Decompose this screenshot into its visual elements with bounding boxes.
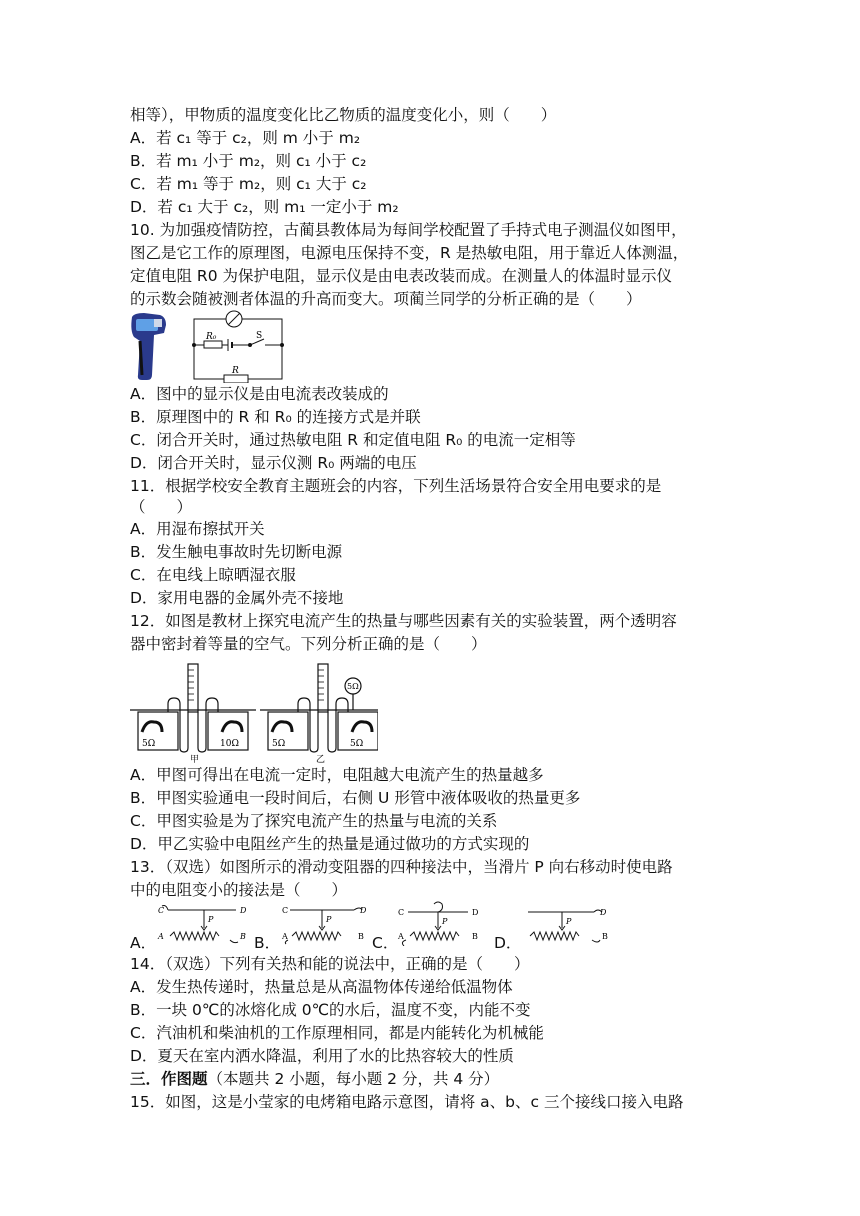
terminal-a: A — [398, 932, 404, 941]
terminal-a: A — [158, 932, 164, 941]
q13-option-c-label: C． — [372, 934, 399, 952]
section-heading — [130, 1068, 499, 1090]
terminal-c: C — [282, 906, 289, 915]
q10-option-b: B．原理图中的 R 和 R₀ 的连接方式是并联 — [130, 408, 421, 426]
terminal-d: D — [600, 908, 607, 917]
q13-option-b-label: B． — [254, 934, 281, 952]
terminal-d: D — [240, 906, 247, 915]
q12-stem-2: 器中密封着等量的空气。下列分析正确的是（ ） — [130, 635, 487, 653]
q12-option-d: D．甲乙实验中电阻丝产生的热量是通过做功的方式实现的 — [130, 835, 530, 853]
q9-option-d: D．若 c₁ 大于 c₂，则 m₁ 一定小于 m₂ — [130, 198, 399, 216]
terminal-c: C — [158, 906, 165, 915]
q9-option-c: C．若 m₁ 等于 m₂，则 c₁ 大于 c₂ — [130, 175, 367, 193]
q14-stem: 14．（双选）下列有关热和能的说法中，正确的是（ ） — [130, 955, 530, 973]
yi-right-resistance: 5Ω — [350, 739, 364, 749]
q10-option-c: C．闭合开关时，通过热敏电阻 R 和定值电阻 R₀ 的电流一定相等 — [130, 431, 576, 449]
terminal-c: C — [398, 908, 405, 917]
yi-label: 乙 — [316, 755, 326, 765]
terminal-b: B — [240, 932, 246, 941]
q14-option-c: C．汽油机和柴油机的工作原理相同，都是内能转化为机械能 — [130, 1024, 544, 1042]
yi-top-resistance: 5Ω — [347, 682, 359, 691]
q12-stem-1: 12．如图是教材上探究电流产生的热量与哪些因素有关的实验装置，两个透明容 — [130, 612, 677, 630]
q10-stem-4: 的示数会随被测者体温的升高而变大。项蔺兰同学的分析正确的是（ ） — [130, 290, 642, 308]
switch-label: S — [256, 331, 263, 341]
terminal-d: D — [472, 908, 479, 917]
jia-right-resistance: 10Ω — [220, 739, 239, 749]
q9-option-b: B．若 m₁ 小于 m₂，则 c₁ 小于 c₂ — [130, 152, 367, 170]
rheostat-figure-a — [156, 902, 252, 946]
q11-stem-2: （ ） — [130, 498, 193, 516]
terminal-b: B — [358, 932, 364, 941]
terminal-a: A — [282, 932, 288, 941]
terminal-b: B — [602, 932, 608, 941]
q14-option-a: A．发生热传递时，热量总是从高温物体传递给低温物体 — [130, 978, 513, 996]
q11-option-b: B．发生触电事故时先切断电源 — [130, 543, 343, 561]
q13-stem-1: 13．（双选）如图所示的滑动变阻器的四种接法中，当滑片 P 向右移动时使电路 — [130, 858, 673, 876]
section-note: （本题共 2 小题，每小题 2 分，共 4 分） — [207, 1070, 500, 1088]
q11-option-a: A．用湿布擦拭开关 — [130, 520, 265, 538]
q13-option-a-label: A． — [130, 934, 157, 952]
q10-figure — [128, 309, 288, 383]
slider-p: P — [326, 915, 332, 924]
q10-option-a: A．图中的显示仪是由电流表改装成的 — [130, 385, 389, 403]
section-title: 三．作图题 — [130, 1070, 208, 1088]
q11-stem-1: 11．根据学校安全教育主题班会的内容，下列生活场景符合安全用电要求的是 — [130, 477, 662, 495]
terminal-d: D — [360, 906, 367, 915]
slider-p: P — [208, 915, 214, 924]
q14-option-b: B．一块 0℃的冰熔化成 0℃的水后，温度不变，内能不变 — [130, 1001, 531, 1019]
thermometer-gun-image — [131, 313, 166, 380]
q11-option-c: C．在电线上晾晒湿衣服 — [130, 566, 296, 584]
rheostat-figure-c — [396, 900, 486, 946]
q14-option-d: D．夏天在室内洒水降温，利用了水的比热容较大的性质 — [130, 1047, 514, 1065]
slider-p: P — [442, 917, 448, 926]
slider-p: P — [566, 917, 572, 926]
q12-option-c: C．甲图实验是为了探究电流产生的热量与电流的关系 — [130, 812, 498, 830]
q11-option-d: D．家用电器的金属外壳不接地 — [130, 589, 344, 607]
jia-label: 甲 — [190, 755, 200, 765]
r0-label: R₀ — [206, 332, 217, 342]
q15-stem: 15．如图，这是小莹家的电烤箱电路示意图，请将 a、b、c 三个接线口接入电路 — [130, 1093, 684, 1111]
q9-option-a: A．若 c₁ 等于 c₂，则 m 小于 m₂ — [130, 129, 361, 147]
r-label: R — [232, 366, 239, 376]
rheostat-figure-b — [280, 902, 370, 946]
yi-left-resistance: 5Ω — [272, 739, 286, 749]
rheostat-figure-d — [518, 902, 614, 946]
q13-stem-2: 中的电阻变小的接法是（ ） — [130, 881, 348, 899]
q10-option-d: D．闭合开关时，显示仪测 R₀ 两端的电压 — [130, 454, 417, 472]
q10-stem-1: 10. 为加强疫情防控，古蔺县教体局为每间学校配置了手持式电子测温仪如图甲， — [130, 221, 687, 239]
q12-option-b: B．甲图实验通电一段时间后，右侧 U 形管中液体吸收的热量更多 — [130, 789, 581, 807]
q12-figure — [128, 660, 378, 766]
q13-option-d-label: D． — [494, 934, 522, 952]
jia-left-resistance: 5Ω — [142, 739, 156, 749]
q12-option-a: A．甲图可得出在电流一定时，电阻越大电流产生的热量越多 — [130, 766, 544, 784]
q10-stem-2: 图乙是它工作的原理图，电源电压保持不变，R 是热敏电阻，用于靠近人体测温， — [130, 244, 689, 262]
q10-stem-3: 定值电阻 R0 为保护电阻，显示仪是由电表改装而成。在测量人的体温时显示仪 — [130, 267, 672, 285]
q9-stem-tail: 相等），甲物质的温度变化比乙物质的温度变化小，则（ ） — [130, 106, 557, 124]
terminal-b: B — [472, 932, 478, 941]
